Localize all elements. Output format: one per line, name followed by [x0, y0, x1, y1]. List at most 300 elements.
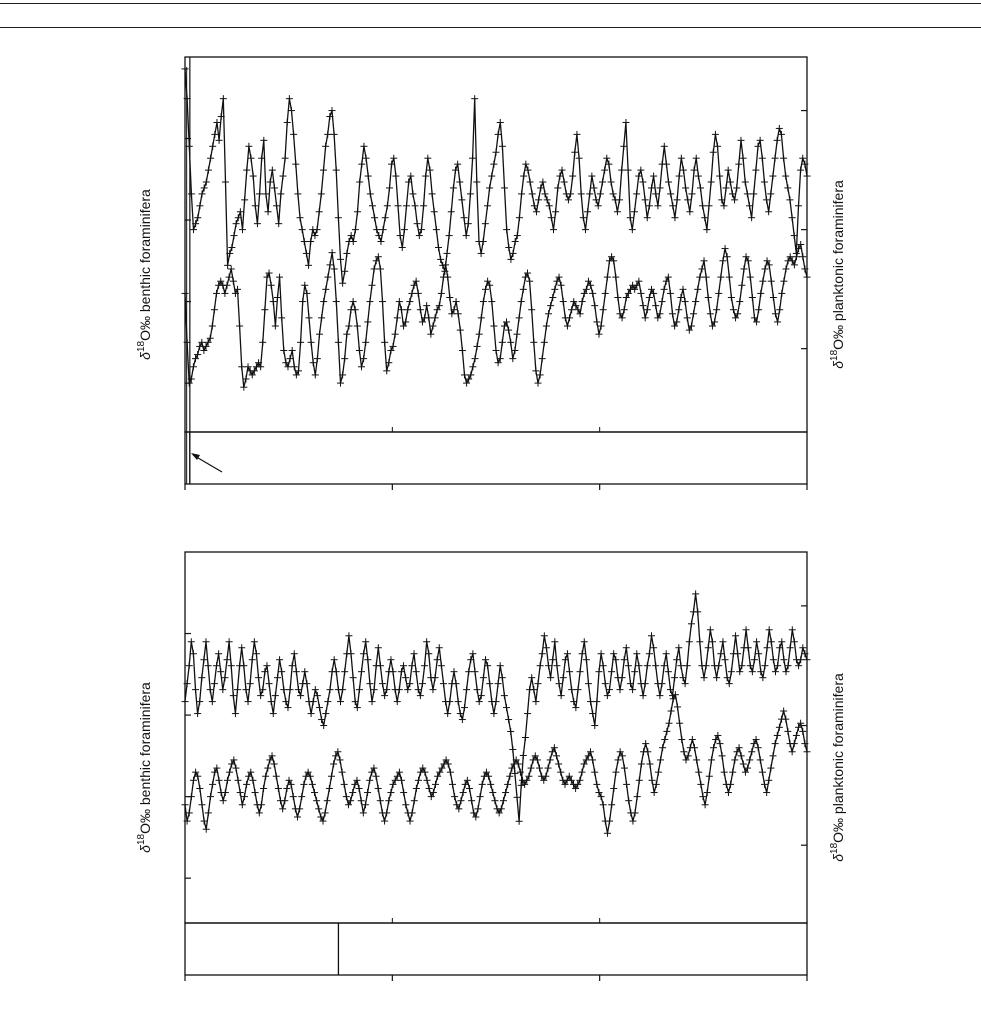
data-point [182, 65, 189, 72]
data-point [217, 668, 224, 675]
data-point [578, 190, 585, 197]
data-point [516, 214, 523, 221]
data-point [714, 143, 721, 150]
data-point [233, 220, 240, 227]
data-point [550, 226, 557, 233]
data-point [237, 208, 244, 215]
data-point [331, 265, 338, 272]
data-point [226, 638, 233, 645]
data-point [733, 184, 740, 191]
data-point [595, 202, 602, 209]
data-point [629, 226, 636, 233]
data-point [488, 298, 495, 305]
data-point [337, 256, 344, 263]
data-point [547, 756, 554, 763]
data-point [256, 190, 263, 197]
data-point [595, 331, 602, 338]
data-point [657, 184, 664, 191]
data-point [737, 137, 744, 144]
data-point [688, 190, 695, 197]
y-right-axis-label-superscript: 18 [829, 842, 840, 854]
data-point [554, 184, 561, 191]
data-point [536, 765, 543, 772]
data-point [694, 286, 701, 293]
data-point [774, 732, 781, 739]
data-point [650, 173, 657, 180]
data-point [301, 282, 308, 289]
data-point [238, 644, 245, 651]
data-point [466, 785, 473, 792]
data-point [646, 294, 653, 301]
data-point [350, 674, 357, 681]
data-point [365, 173, 372, 180]
data-point [291, 363, 298, 370]
data-point [499, 143, 506, 150]
data-point [196, 202, 203, 209]
data-point [770, 752, 777, 759]
data-point [640, 692, 647, 699]
data-point [644, 662, 651, 669]
data-point [263, 662, 270, 669]
data-point [395, 202, 402, 209]
data-point [663, 728, 670, 735]
data-point [759, 674, 766, 681]
data-point [444, 250, 451, 257]
data-point [738, 752, 745, 759]
data-point [608, 801, 615, 808]
series-benthic [182, 691, 811, 837]
data-point [284, 704, 291, 711]
data-point [326, 261, 333, 268]
data-point [614, 208, 621, 215]
data-point [680, 748, 687, 755]
data-point [782, 668, 789, 675]
data-point [188, 190, 195, 197]
data-point [735, 161, 742, 168]
data-point [322, 143, 329, 150]
data-point [799, 644, 806, 651]
data-point [186, 662, 193, 669]
data-point [759, 278, 766, 285]
data-point [339, 769, 346, 776]
data-point [318, 190, 325, 197]
data-point [784, 728, 791, 735]
data-point [680, 286, 687, 293]
data-point [341, 668, 348, 675]
data-point [411, 797, 418, 804]
data-point [532, 367, 539, 374]
data-point [349, 789, 356, 796]
data-point [322, 286, 329, 293]
data-point [600, 306, 607, 313]
data-point [294, 190, 301, 197]
data-point [780, 708, 787, 715]
data-point [503, 704, 510, 711]
data-point [276, 274, 283, 281]
data-point [460, 789, 467, 796]
data-point [804, 748, 811, 755]
data-point [396, 298, 403, 305]
data-point [209, 143, 216, 150]
data-point [182, 290, 189, 297]
data-point [621, 306, 628, 313]
data-point [755, 306, 762, 313]
data-point [644, 748, 651, 755]
data-point [336, 756, 343, 763]
series-markers [182, 590, 811, 824]
data-point [381, 692, 388, 699]
data-point [686, 638, 693, 645]
data-point [776, 306, 783, 313]
data-point [373, 773, 380, 780]
data-point [651, 789, 658, 796]
data-point [220, 95, 227, 102]
data-point [504, 781, 511, 788]
data-point [392, 173, 399, 180]
data-point [358, 797, 365, 804]
data-point [401, 226, 408, 233]
data-point [661, 736, 668, 743]
data-point [709, 638, 716, 645]
data-point [604, 274, 611, 281]
data-point [473, 179, 480, 186]
data-point [745, 644, 752, 651]
data-point [692, 298, 699, 305]
data-point [403, 202, 410, 209]
data-point [571, 149, 578, 156]
data-point [663, 650, 670, 657]
data-point [261, 306, 268, 313]
data-point [583, 656, 590, 663]
data-point [631, 208, 638, 215]
data-point [636, 777, 643, 784]
data-point [588, 173, 595, 180]
data-point [749, 294, 756, 301]
data-point [232, 710, 239, 717]
data-point [478, 314, 485, 321]
data-point [520, 286, 527, 293]
data-point [216, 137, 223, 144]
data-point [364, 318, 371, 325]
data-point [674, 196, 681, 203]
series-markers [182, 65, 811, 286]
data-point [761, 179, 768, 186]
data-point [727, 781, 734, 788]
data-point [484, 202, 491, 209]
data-point [415, 290, 422, 297]
data-point [738, 282, 745, 289]
y-left-axis-label-superscript: 18 [136, 833, 147, 846]
data-point [381, 339, 388, 346]
data-point [602, 290, 609, 297]
data-point [479, 781, 486, 788]
data-point [329, 249, 336, 256]
data-point [404, 686, 411, 693]
data-point [407, 173, 414, 180]
data-point [228, 244, 235, 251]
data-point [688, 620, 695, 627]
data-point [618, 167, 625, 174]
data-point [362, 801, 369, 808]
data-point [377, 238, 384, 245]
data-point [639, 179, 646, 186]
data-point [572, 704, 579, 711]
data-point [417, 306, 424, 313]
data-point [354, 323, 361, 330]
data-point [264, 765, 271, 772]
data-point [476, 698, 483, 705]
data-point [629, 686, 636, 693]
data-point [549, 656, 556, 663]
data-point [727, 179, 734, 186]
data-point [369, 698, 376, 705]
data-point [530, 686, 537, 693]
data-point [493, 347, 500, 354]
data-point [703, 226, 710, 233]
data-point [390, 668, 397, 675]
data-point [408, 290, 415, 297]
series-line [185, 69, 807, 283]
data-point [784, 184, 791, 191]
data-point [621, 656, 628, 663]
data-point [211, 680, 218, 687]
data-point [684, 314, 691, 321]
data-point [495, 680, 502, 687]
data-point [219, 686, 226, 693]
data-point [188, 793, 195, 800]
data-point [541, 632, 548, 639]
data-point [320, 167, 327, 174]
data-point [561, 179, 568, 186]
data-point [659, 298, 666, 305]
data-point [237, 789, 244, 796]
data-point [345, 632, 352, 639]
data-point [782, 716, 789, 723]
data-point [440, 680, 447, 687]
data-point [486, 680, 493, 687]
data-point [708, 179, 715, 186]
data-point [516, 314, 523, 321]
data-point [339, 280, 346, 287]
data-point [593, 698, 600, 705]
data-point [371, 686, 378, 693]
data-point [734, 650, 741, 657]
data-point [230, 692, 237, 699]
data-point [589, 290, 596, 297]
y-left-axis-label-text: O‰ benthic foraminifera [137, 189, 153, 341]
y-left-axis-label-delta: δ [137, 352, 153, 360]
data-point [755, 744, 762, 751]
data-point [292, 161, 299, 168]
data-point [767, 190, 774, 197]
data-point [270, 298, 277, 305]
data-point [736, 668, 743, 675]
data-point [224, 656, 231, 663]
data-point [744, 190, 751, 197]
data-point [188, 638, 195, 645]
data-point [314, 355, 321, 362]
data-point [438, 662, 445, 669]
chart-panel-a [136, 57, 846, 490]
data-point [280, 686, 287, 693]
data-point [416, 232, 423, 239]
data-point [768, 278, 775, 285]
data-point [761, 662, 768, 669]
data-point [203, 638, 210, 645]
data-point [732, 632, 739, 639]
data-point [507, 728, 514, 735]
data-point [555, 761, 562, 768]
data-point [345, 323, 352, 330]
data-point [765, 208, 772, 215]
data-point [303, 680, 310, 687]
data-point [752, 167, 759, 174]
data-point [426, 785, 433, 792]
data-point [659, 680, 666, 687]
data-point [591, 302, 598, 309]
data-point [182, 698, 189, 705]
data-point [728, 668, 735, 675]
data-point [281, 797, 288, 804]
data-point [493, 149, 500, 156]
data-point [678, 155, 685, 162]
data-point [695, 769, 702, 776]
data-point [797, 167, 804, 174]
data-point [258, 801, 265, 808]
data-point [465, 668, 472, 675]
data-point [316, 704, 323, 711]
data-point [256, 809, 263, 816]
data-point [747, 274, 754, 281]
data-point [640, 302, 647, 309]
data-point [400, 789, 407, 796]
data-point [757, 137, 764, 144]
data-point [411, 650, 418, 657]
data-point [600, 801, 607, 808]
data-point [719, 257, 726, 264]
data-point [241, 793, 248, 800]
data-point [236, 323, 243, 330]
data-point [682, 680, 689, 687]
data-point [520, 752, 527, 759]
data-point [705, 294, 712, 301]
y-left-axis-label [136, 189, 153, 360]
data-point [692, 590, 699, 597]
data-point [239, 226, 246, 233]
data-point [552, 208, 559, 215]
data-point [614, 294, 621, 301]
data-point [425, 314, 432, 321]
data-point [713, 306, 720, 313]
data-point [610, 785, 617, 792]
y-right-axis-label-text: O‰ planktonic foraminifera [830, 673, 846, 843]
data-point [770, 294, 777, 301]
data-point [795, 202, 802, 209]
data-point [341, 781, 348, 788]
y-left-axis-label-text: O‰ benthic foraminifera [137, 682, 153, 834]
data-point [293, 668, 300, 675]
data-point [480, 238, 487, 245]
data-point [209, 323, 216, 330]
data-point [394, 698, 401, 705]
data-point [528, 765, 535, 772]
data-point [648, 184, 655, 191]
data-point [203, 826, 210, 833]
data-point [648, 632, 655, 639]
data-point [729, 769, 736, 776]
data-point [224, 777, 231, 784]
data-point [480, 674, 487, 681]
data-point [348, 650, 355, 657]
data-point [750, 190, 757, 197]
data-point [691, 167, 698, 174]
data-point [326, 785, 333, 792]
data-point [490, 710, 497, 717]
data-point [324, 698, 331, 705]
data-point [419, 680, 426, 687]
data-point [656, 692, 663, 699]
data-point [209, 698, 216, 705]
data-point [249, 656, 256, 663]
data-point [275, 220, 282, 227]
data-point [518, 298, 525, 305]
data-point [501, 692, 508, 699]
data-point [774, 137, 781, 144]
data-point [629, 818, 636, 825]
data-point [245, 698, 252, 705]
data-point [573, 131, 580, 138]
data-point [213, 662, 220, 669]
data-point [350, 298, 357, 305]
data-point [291, 650, 298, 657]
data-point [249, 777, 256, 784]
data-point [560, 298, 567, 305]
data-point [480, 298, 487, 305]
data-point [689, 736, 696, 743]
data-point [224, 282, 231, 289]
data-point [356, 785, 363, 792]
data-point [235, 777, 242, 784]
series-benthic [182, 241, 811, 391]
data-point [312, 371, 319, 378]
data-point [471, 668, 478, 675]
data-point [242, 686, 249, 693]
data-point [505, 327, 512, 334]
data-point [461, 371, 468, 378]
data-point [612, 274, 619, 281]
data-point [604, 830, 611, 837]
data-point [663, 161, 670, 168]
data-point [298, 793, 305, 800]
data-point [199, 190, 206, 197]
data-point [488, 173, 495, 180]
data-point [553, 752, 560, 759]
data-point [522, 734, 529, 741]
data-point [324, 797, 331, 804]
data-point [215, 777, 222, 784]
data-point [259, 339, 266, 346]
data-point [254, 220, 261, 227]
data-point [221, 674, 228, 681]
data-point [549, 294, 556, 301]
data-point [382, 214, 389, 221]
data-point [182, 801, 189, 808]
data-point [271, 184, 278, 191]
data-point [207, 686, 214, 693]
data-point [379, 680, 386, 687]
data-point [499, 339, 506, 346]
data-point [691, 744, 698, 751]
